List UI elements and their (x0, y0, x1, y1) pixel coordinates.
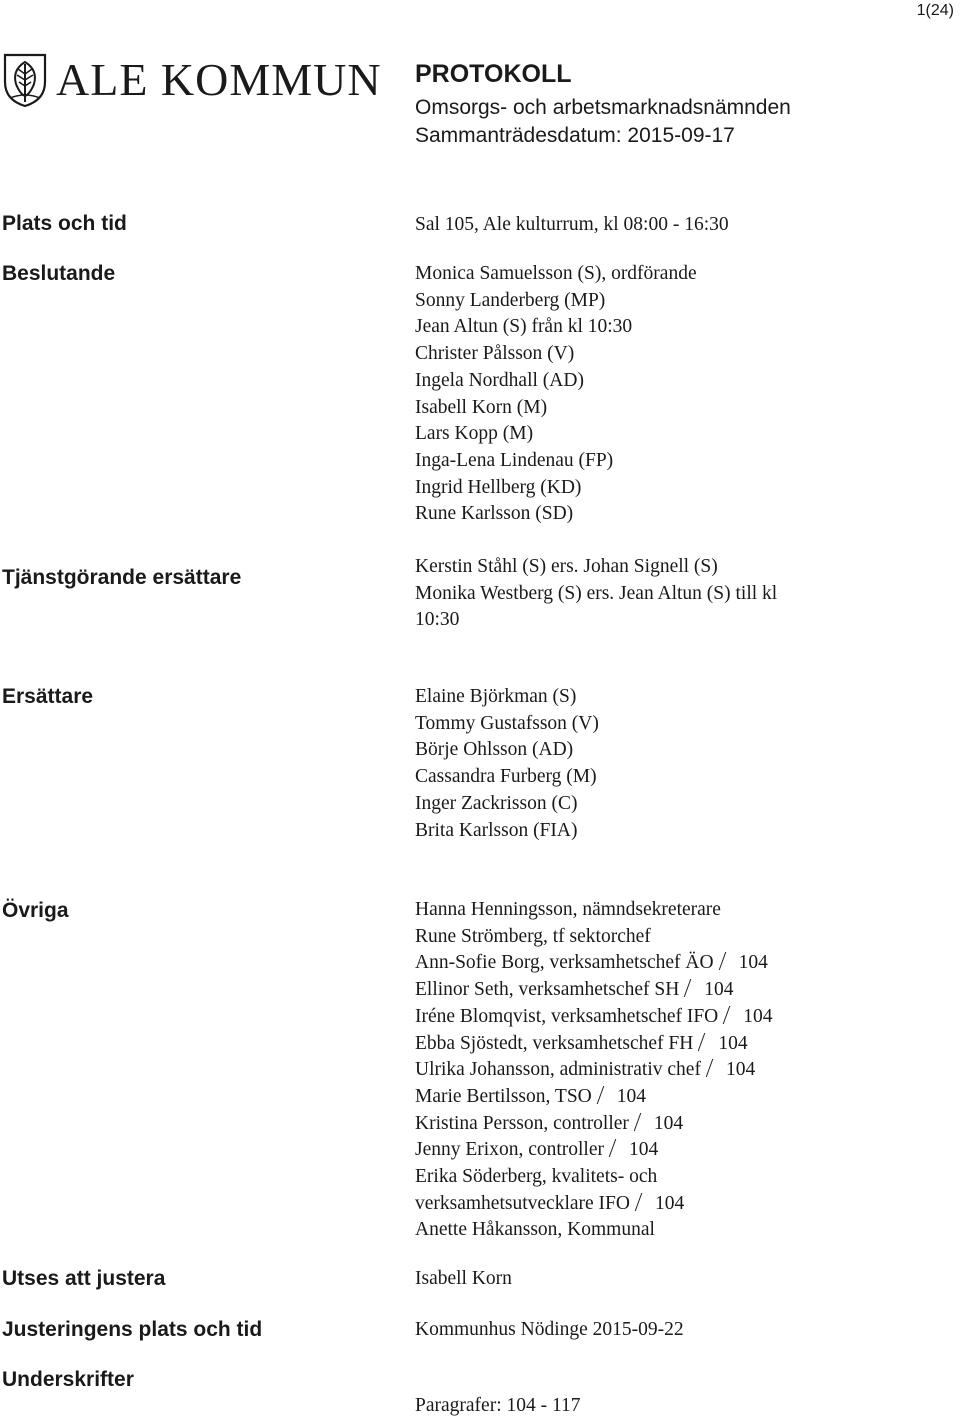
list-line: Ingela Nordhall (AD) (415, 369, 584, 391)
ovriga-line (415, 1164, 773, 1191)
leaf-emblem-icon (2, 52, 48, 108)
ovriga-person: Kristina Persson, controller (415, 1112, 629, 1134)
justering-value: Kommunhus Nödinge 2015-09-22 (415, 1319, 684, 1340)
tjanstgorande-list (415, 554, 777, 634)
paragraph-ref: 104 (704, 979, 734, 1001)
ovriga-person: Ulrika Johansson, administrativ chef (415, 1059, 701, 1081)
ovriga-line (415, 1137, 773, 1164)
ovriga-person: Marie Bertilsson, TSO (415, 1085, 592, 1107)
list-line: Börje Ohlsson (AD) (415, 739, 574, 761)
paragraph-mark-icon (684, 979, 700, 997)
ovriga-person: Ebba Sjöstedt, verksamhetschef FH (415, 1032, 694, 1054)
beslutande-list (415, 261, 697, 528)
ovriga-person: Hanna Henningsson, nämndsekreterare (415, 899, 721, 920)
logo-text: ALE KOMMUN (56, 54, 382, 105)
list-line: Inga-Lena Lindenau (FP) (415, 449, 614, 471)
ovriga-person: Anette Håkansson, Kommunal (415, 1219, 655, 1241)
document-title: PROTOKOLL (415, 60, 572, 88)
paragrafer-value: Paragrafer: 104 - 117 (415, 1395, 581, 1416)
ovriga-label: Övriga (2, 899, 69, 922)
paragraph-mark-icon (635, 1193, 651, 1211)
list-line: Monica Samuelsson (S), ordförande (415, 263, 697, 284)
ale-kommun-logo (2, 52, 382, 108)
ovriga-line (415, 1004, 773, 1031)
paragraph-mark-icon (698, 1033, 714, 1051)
paragraph-mark-icon (706, 1059, 722, 1077)
paragraph-mark-icon (723, 1006, 739, 1024)
list-line: Isabell Korn (M) (415, 396, 548, 418)
paragraph-ref: 104 (725, 1059, 756, 1081)
ovriga-person: Iréne Blomqvist, verksamhetschef IFO (415, 1005, 719, 1027)
ovriga-line (415, 950, 773, 977)
ovriga-line (415, 1111, 773, 1138)
list-line: Elaine Björkman (S) (415, 686, 577, 707)
list-line: Sonny Landerberg (MP) (415, 289, 606, 311)
ovriga-list (415, 897, 773, 1244)
ersattare-label: Ersättare (2, 685, 94, 708)
list-line: Lars Kopp (M) (415, 423, 534, 445)
list-line: Christer Pålsson (V) (415, 343, 575, 365)
ersattare-list (415, 684, 599, 844)
ovriga-line (415, 1191, 773, 1218)
ovriga-person: Ann-Sofie Borg, verksamhetschef ÄO (415, 952, 714, 974)
ovriga-line (415, 977, 773, 1004)
page-number: 1(24) (916, 2, 954, 19)
list-line: Ingrid Hellberg (KD) (415, 476, 582, 498)
paragraph-ref: 104 (629, 1139, 659, 1161)
list-line: Inger Zackrisson (C) (415, 792, 578, 814)
paragraph-ref: 104 (738, 952, 768, 974)
paragraph-ref: 104 (718, 1032, 748, 1054)
list-line: Kerstin Ståhl (S) ers. Johan Signell (S) (415, 556, 718, 577)
paragraph-ref: 104 (616, 1085, 647, 1107)
plats-value: Sal 105, Ale kulturrum, kl 08:00 - 16:30 (415, 214, 729, 235)
list-line: Rune Karlsson (SD) (415, 503, 574, 525)
ovriga-person: Rune Strömberg, tf sektorchef (415, 925, 651, 947)
plats-label: Plats och tid (2, 212, 127, 235)
justering-label: Justeringens plats och tid (2, 1318, 263, 1341)
list-line: Cassandra Furberg (M) (415, 766, 597, 788)
ovriga-line (415, 1057, 773, 1084)
list-line: Monika Westberg (S) ers. Jean Altun (S) till kl (415, 582, 778, 604)
ovriga-line (415, 924, 773, 951)
ovriga-person: Ellinor Seth, verksamhetschef SH (415, 979, 680, 1001)
beslutande-label: Beslutande (2, 262, 116, 285)
committee-name: Omsorgs- och arbetsmarknadsnämnden (415, 96, 791, 119)
tjanstgorande-label: Tjänstgörande ersättare (2, 566, 242, 589)
ovriga-line (415, 1217, 773, 1244)
meeting-date: Sammanträdesdatum: 2015-09-17 (415, 124, 735, 147)
list-line: Jean Altun (S) från kl 10:30 (415, 316, 633, 338)
underskrifter-label: Underskrifter (2, 1368, 134, 1391)
ovriga-person: verksamhetsutvecklare IFO (415, 1192, 630, 1214)
ovriga-line (415, 897, 773, 924)
paragraph-ref: 104 (654, 1192, 685, 1214)
paragraph-mark-icon (718, 952, 734, 970)
paragraph-ref: 104 (743, 1005, 773, 1027)
ovriga-line (415, 1031, 773, 1058)
ovriga-person: Jenny Erixon, controller (415, 1139, 604, 1161)
paragraph-ref: 104 (653, 1112, 684, 1134)
paragraph-mark-icon (596, 1086, 612, 1104)
list-line: Brita Karlsson (FIA) (415, 819, 578, 841)
list-line: 10:30 (415, 609, 460, 631)
ovriga-line (415, 1084, 773, 1111)
paragraph-mark-icon (609, 1139, 625, 1157)
list-line: Tommy Gustafsson (V) (415, 712, 599, 734)
ovriga-person: Erika Söderberg, kvalitets- och (415, 1166, 658, 1188)
utses-value: Isabell Korn (415, 1268, 512, 1289)
paragraph-mark-icon (634, 1113, 650, 1131)
utses-label: Utses att justera (2, 1267, 166, 1290)
